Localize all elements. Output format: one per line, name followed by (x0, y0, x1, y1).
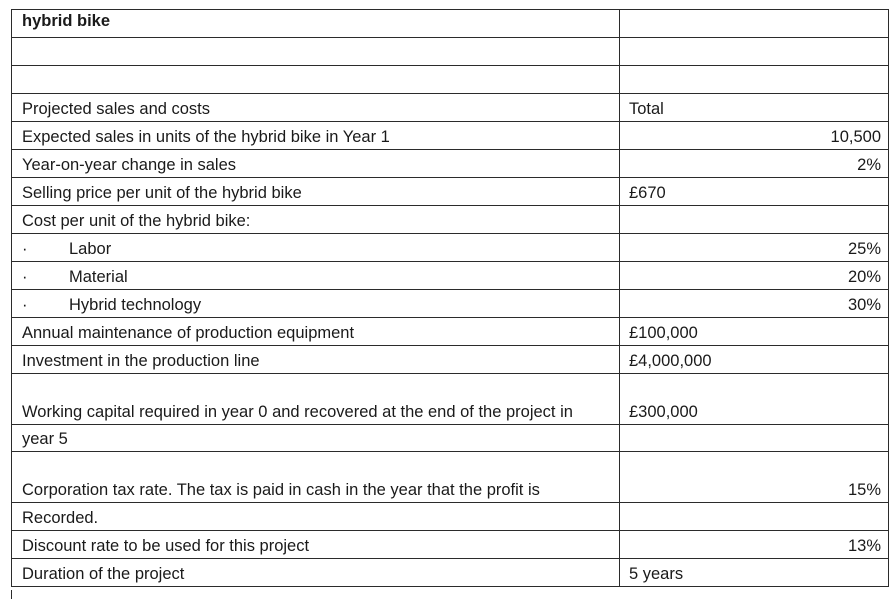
row-label-text: Material (69, 268, 128, 286)
row-value: 30% (620, 290, 889, 318)
row-label: Discount rate to be used for this project (12, 531, 620, 559)
row-value: 2% (620, 150, 889, 178)
row-value: £670 (620, 178, 889, 206)
row-value: 25% (620, 234, 889, 262)
table-title: hybrid bike (12, 10, 620, 38)
row-label: Expected sales in units of the hybrid bike in Year 1 (12, 122, 620, 150)
row-label: Selling price per unit of the hybrid bike (12, 178, 620, 206)
table-row (12, 206, 889, 234)
row-label: Recorded. (12, 503, 620, 531)
bullet-icon: · (22, 296, 28, 314)
row-value: 15% (620, 452, 889, 503)
table-row (12, 290, 889, 318)
row-value: £300,000 (620, 374, 889, 425)
empty-cell (620, 425, 889, 452)
table-row (12, 178, 889, 206)
row-label: Year-on-year change in sales (12, 150, 620, 178)
table-row (12, 452, 889, 503)
table-row (12, 531, 889, 559)
empty-cell (620, 206, 889, 234)
empty-cell (12, 38, 620, 66)
row-label (12, 290, 620, 318)
empty-cell (620, 66, 889, 94)
table-row (12, 425, 889, 452)
table-row (12, 234, 889, 262)
row-label: Duration of the project (12, 559, 620, 587)
row-label: Annual maintenance of production equipment (12, 318, 620, 346)
table-row (12, 503, 889, 531)
header-row (12, 94, 889, 122)
empty-cell (620, 503, 889, 531)
title-row (12, 10, 889, 38)
bullet-icon: · (22, 268, 28, 286)
table-border-fragment (11, 590, 12, 599)
table-row (12, 374, 889, 425)
row-label: Corporation tax rate. The tax is paid in cash in the year that the profit is (12, 452, 620, 503)
row-value: 10,500 (620, 122, 889, 150)
bullet-icon: · (22, 240, 28, 258)
row-value: £4,000,000 (620, 346, 889, 374)
header-label: Projected sales and costs (12, 94, 620, 122)
table-row (12, 262, 889, 290)
table-row (12, 150, 889, 178)
row-value: 13% (620, 531, 889, 559)
table-row (12, 346, 889, 374)
row-value: 20% (620, 262, 889, 290)
row-label-text: Hybrid technology (69, 296, 202, 314)
row-label: Cost per unit of the hybrid bike: (12, 206, 620, 234)
row-label (12, 262, 620, 290)
empty-cell (12, 66, 620, 94)
project-data-table (11, 9, 889, 587)
row-label (12, 234, 620, 262)
row-label-text: Labor (69, 240, 112, 258)
empty-row (12, 38, 889, 66)
table-row (12, 559, 889, 587)
row-value: 5 years (620, 559, 889, 587)
row-label: Working capital required in year 0 and recovered at the end of the project in (12, 374, 620, 425)
row-label: Investment in the production line (12, 346, 620, 374)
row-value: £100,000 (620, 318, 889, 346)
empty-cell (620, 38, 889, 66)
table-row (12, 318, 889, 346)
empty-cell (620, 10, 889, 38)
row-label: year 5 (12, 425, 620, 452)
header-total: Total (620, 94, 889, 122)
table-row (12, 122, 889, 150)
empty-row (12, 66, 889, 94)
